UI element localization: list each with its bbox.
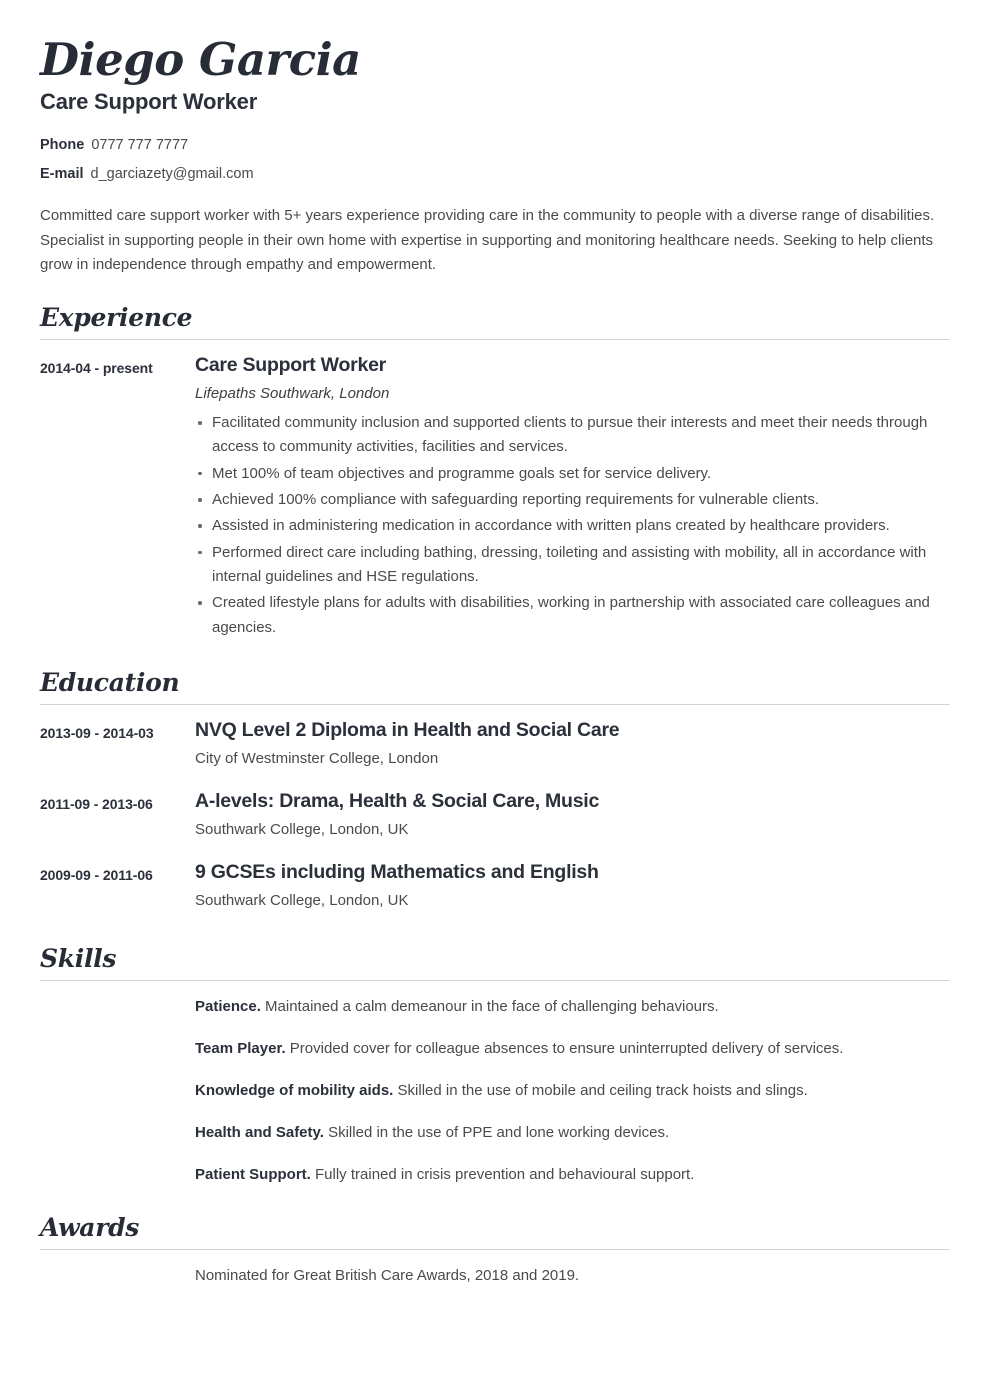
skill-description: Fully trained in crisis prevention and behavioural support. <box>315 1165 695 1183</box>
professional-summary: Committed care support worker with 5+ years experience providing care in the community to people with a diverse range of disabilities. Specialist in supporting people in their own home with expertise in supporting and monitoring healthcare needs. Seeking to help clients grow in independence through empathy and empowerment. <box>40 207 935 273</box>
contact-email-label: E-mail <box>40 166 84 183</box>
skill-name: Patience. <box>195 997 261 1015</box>
list-item: Performed direct care including bathing, dressing, toileting and assisting with mobility, all in accordance with internal guidelines and HSE regulations. <box>195 541 945 590</box>
list-item <box>195 1163 950 1187</box>
education-entry-degree: 9 GCSEs including Mathematics and English <box>195 860 599 883</box>
education-entry-body <box>195 719 950 776</box>
education-entry-body <box>195 861 950 918</box>
skills-list <box>195 995 950 1187</box>
education-entry-school: Southwark College, London, UK <box>195 820 409 838</box>
education-entry-degree: NVQ Level 2 Diploma in Health and Social Care <box>195 718 620 741</box>
section-title-experience: Experience <box>40 303 193 333</box>
education-entry-body <box>195 790 950 847</box>
list-item <box>195 1121 950 1145</box>
section-divider-awards <box>40 1249 950 1250</box>
contact-email <box>40 166 950 182</box>
education-entry <box>40 790 950 847</box>
skill-name: Knowledge of mobility aids. <box>195 1081 394 1099</box>
education-entry-school: Southwark College, London, UK <box>195 891 409 909</box>
experience-bullet-list <box>195 411 950 640</box>
skill-name: Patient Support. <box>195 1165 311 1183</box>
section-divider-experience <box>40 339 950 340</box>
list-item <box>195 1079 950 1103</box>
section-experience <box>40 303 950 642</box>
list-item: Met 100% of team objectives and programme goals set for service delivery. <box>195 462 945 486</box>
experience-entry-body <box>195 354 950 642</box>
list-item: Created lifestyle plans for adults with disabilities, working in partnership with associated care colleagues and agencies. <box>195 591 945 640</box>
section-divider-skills <box>40 980 950 981</box>
skill-name: Team Player. <box>195 1039 286 1057</box>
section-title-skills: Skills <box>40 943 117 973</box>
experience-entry-date: 2014-04 - present <box>40 360 153 377</box>
education-entry-degree: A-levels: Drama, Health & Social Care, Music <box>195 789 600 812</box>
experience-entry-employer: Lifepaths Southwark, London <box>195 385 390 403</box>
awards-list <box>195 1264 950 1288</box>
candidate-job-title: Care Support Worker <box>40 89 258 115</box>
experience-entry <box>40 354 950 642</box>
candidate-name: Diego Garcia <box>40 33 361 86</box>
skill-description: Skilled in the use of PPE and lone working devices. <box>328 1123 670 1141</box>
experience-entry-title: Care Support Worker <box>195 354 387 377</box>
education-entry-date: 2013-09 - 2014-03 <box>40 724 154 741</box>
section-education <box>40 668 950 918</box>
skill-description: Provided cover for colleague absences to ensure uninterrupted delivery of services. <box>289 1039 844 1057</box>
education-entry-date: 2011-09 - 2013-06 <box>40 795 153 812</box>
list-item <box>195 1037 950 1061</box>
skill-description: Skilled in the use of mobile and ceiling track hoists and slings. <box>397 1081 808 1099</box>
contact-phone-label: Phone <box>40 137 85 154</box>
section-awards <box>40 1213 950 1288</box>
education-entry-date: 2009-09 - 2011-06 <box>40 866 153 883</box>
skill-description: Maintained a calm demeanour in the face of challenging behaviours. <box>265 997 719 1015</box>
education-entry-school: City of Westminster College, London <box>195 749 439 767</box>
section-divider-education <box>40 704 950 705</box>
list-item: Achieved 100% compliance with safeguarding reporting requirements for vulnerable clients. <box>195 488 945 512</box>
section-title-awards: Awards <box>40 1212 140 1242</box>
contact-phone-value[interactable]: 0777 777 7777 <box>91 137 189 154</box>
education-entry <box>40 719 950 776</box>
resume-header <box>40 30 950 277</box>
contact-email-value[interactable]: d_garciazety@gmail.com <box>90 166 254 183</box>
skill-name: Health and Safety. <box>195 1123 324 1141</box>
list-item: Assisted in administering medication in accordance with written plans created by healthcare providers. <box>195 514 945 538</box>
education-entry <box>40 861 950 918</box>
list-item <box>195 995 950 1019</box>
contact-phone <box>40 137 950 153</box>
section-title-education: Education <box>40 667 180 697</box>
section-skills <box>40 944 950 1187</box>
list-item: Facilitated community inclusion and supported clients to pursue their interests and meet their needs through access to community activities, facilities and services. <box>195 411 945 460</box>
list-item: Nominated for Great British Care Awards, 2018 and 2019. <box>195 1266 580 1284</box>
